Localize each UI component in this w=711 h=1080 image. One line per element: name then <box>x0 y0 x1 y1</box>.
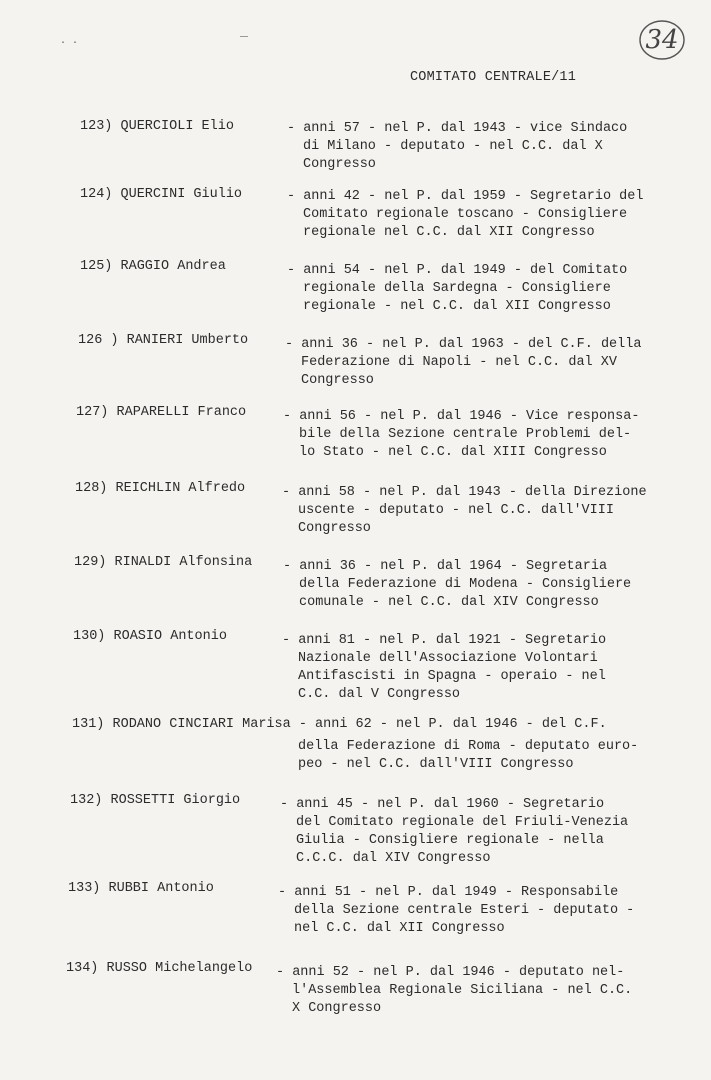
entry-line: Giulia - Consigliere regionale - nella <box>296 833 604 848</box>
entry-line: - anni 45 - nel P. dal 1960 - Segretario <box>280 797 605 812</box>
entry-name: 128) REICHLIN Alfredo <box>75 481 246 496</box>
entry-name: 129) RINALDI Alfonsina <box>74 555 253 570</box>
entry-line: Federazione di Napoli - nel C.C. dal XV <box>301 355 617 370</box>
entry-line: bile della Sezione centrale Problemi del- <box>299 427 632 442</box>
entry-line: - anni 56 - nel P. dal 1946 - Vice responsa- <box>283 409 640 424</box>
entry-name: 130) ROASIO Antonio <box>73 629 227 644</box>
entry-line: Congresso <box>301 373 374 388</box>
paper-specks: · · <box>60 38 79 49</box>
entry-name: 124) QUERCINI Giulio <box>80 187 243 202</box>
paper-mark <box>240 36 248 37</box>
entry-name: 132) ROSSETTI Giorgio <box>70 793 241 808</box>
page-header: COMITATO CENTRALE/11 <box>410 70 577 85</box>
entry-line: regionale della Sardegna - Consigliere <box>303 281 611 296</box>
entry-description <box>287 120 627 174</box>
entry-line: Congresso <box>298 521 371 536</box>
entry-description <box>285 336 641 390</box>
entry-line: X Congresso <box>292 1001 382 1016</box>
page-number-circled <box>637 18 687 62</box>
entry-description <box>287 188 643 242</box>
entry-description <box>282 484 647 538</box>
entry-name: 127) RAPARELLI Franco <box>76 405 247 420</box>
entry-line: regionale nel C.C. dal XII Congresso <box>303 225 595 240</box>
entry-line: l'Assemblea Regionale Siciliana - nel C.C. <box>292 983 633 998</box>
entry-line: C.C. dal V Congresso <box>298 687 461 702</box>
entry-line: - anni 81 - nel P. dal 1921 - Segretario <box>282 633 607 648</box>
entry-line: - anni 42 - nel P. dal 1959 - Segretario del <box>287 189 644 204</box>
entry-line: peo - nel C.C. dall'VIII Congresso <box>298 757 574 772</box>
entry-line: Congresso <box>303 157 376 172</box>
entry-line: uscente - deputato - nel C.C. dall'VIII <box>298 503 614 518</box>
entry-description <box>276 964 632 1018</box>
entry-line: - anni 52 - nel P. dal 1946 - deputato nel- <box>276 965 625 980</box>
entry-description <box>298 738 638 774</box>
entry-line: della Sezione centrale Esteri - deputato - <box>294 903 635 918</box>
entry-name: 123) QUERCIOLI Elio <box>80 119 234 134</box>
page-number: 34 <box>645 25 679 55</box>
entry-line: C.C.C. dal XIV Congresso <box>296 851 491 866</box>
entry-description <box>282 632 606 704</box>
entry-name: 133) RUBBI Antonio <box>68 881 214 896</box>
entry-line: Nazionale dell'Associazione Volontari <box>298 651 598 666</box>
entry-line: regionale - nel C.C. dal XII Congresso <box>303 299 611 314</box>
entry-description <box>287 262 627 316</box>
entry-line: di Milano - deputato - nel C.C. dal X <box>303 139 603 154</box>
entry-line: - anni 36 - nel P. dal 1964 - Segretaria <box>283 559 608 574</box>
entry-description <box>283 408 639 462</box>
entry-name: 134) RUSSO Michelangelo <box>66 961 253 976</box>
entry-line: Antifascisti in Spagna - operaio - nel <box>298 669 606 684</box>
entry-line: - anni 57 - nel P. dal 1943 - vice Sindaco <box>287 121 628 136</box>
entry-line: della Federazione di Roma - deputato euro- <box>298 739 639 754</box>
entry-line: Comitato regionale toscano - Consigliere <box>303 207 628 222</box>
entry-line: nel C.C. dal XII Congresso <box>294 921 505 936</box>
entry-line: - anni 36 - nel P. dal 1963 - del C.F. della <box>285 337 642 352</box>
entry-name: 131) RODANO CINCIARI Marisa - anni 62 - nel P. dal 1946 - del C.F. <box>72 717 607 732</box>
entry-line: comunale - nel C.C. dal XIV Congresso <box>299 595 599 610</box>
entry-line: del Comitato regionale del Friuli-Venezia <box>296 815 629 830</box>
entry-name: 125) RAGGIO Andrea <box>80 259 226 274</box>
entry-line: della Federazione di Modena - Consigliere <box>299 577 632 592</box>
entry-line: - anni 51 - nel P. dal 1949 - Responsabile <box>278 885 619 900</box>
entry-description <box>280 796 628 868</box>
entry-description <box>278 884 634 938</box>
entry-description <box>283 558 631 612</box>
entry-name: 126 ) RANIERI Umberto <box>78 333 249 348</box>
entry-line: lo Stato - nel C.C. dal XIII Congresso <box>299 445 607 460</box>
entry-line: - anni 54 - nel P. dal 1949 - del Comitato <box>287 263 628 278</box>
entry-line: - anni 58 - nel P. dal 1943 - della Direzione <box>282 485 647 500</box>
